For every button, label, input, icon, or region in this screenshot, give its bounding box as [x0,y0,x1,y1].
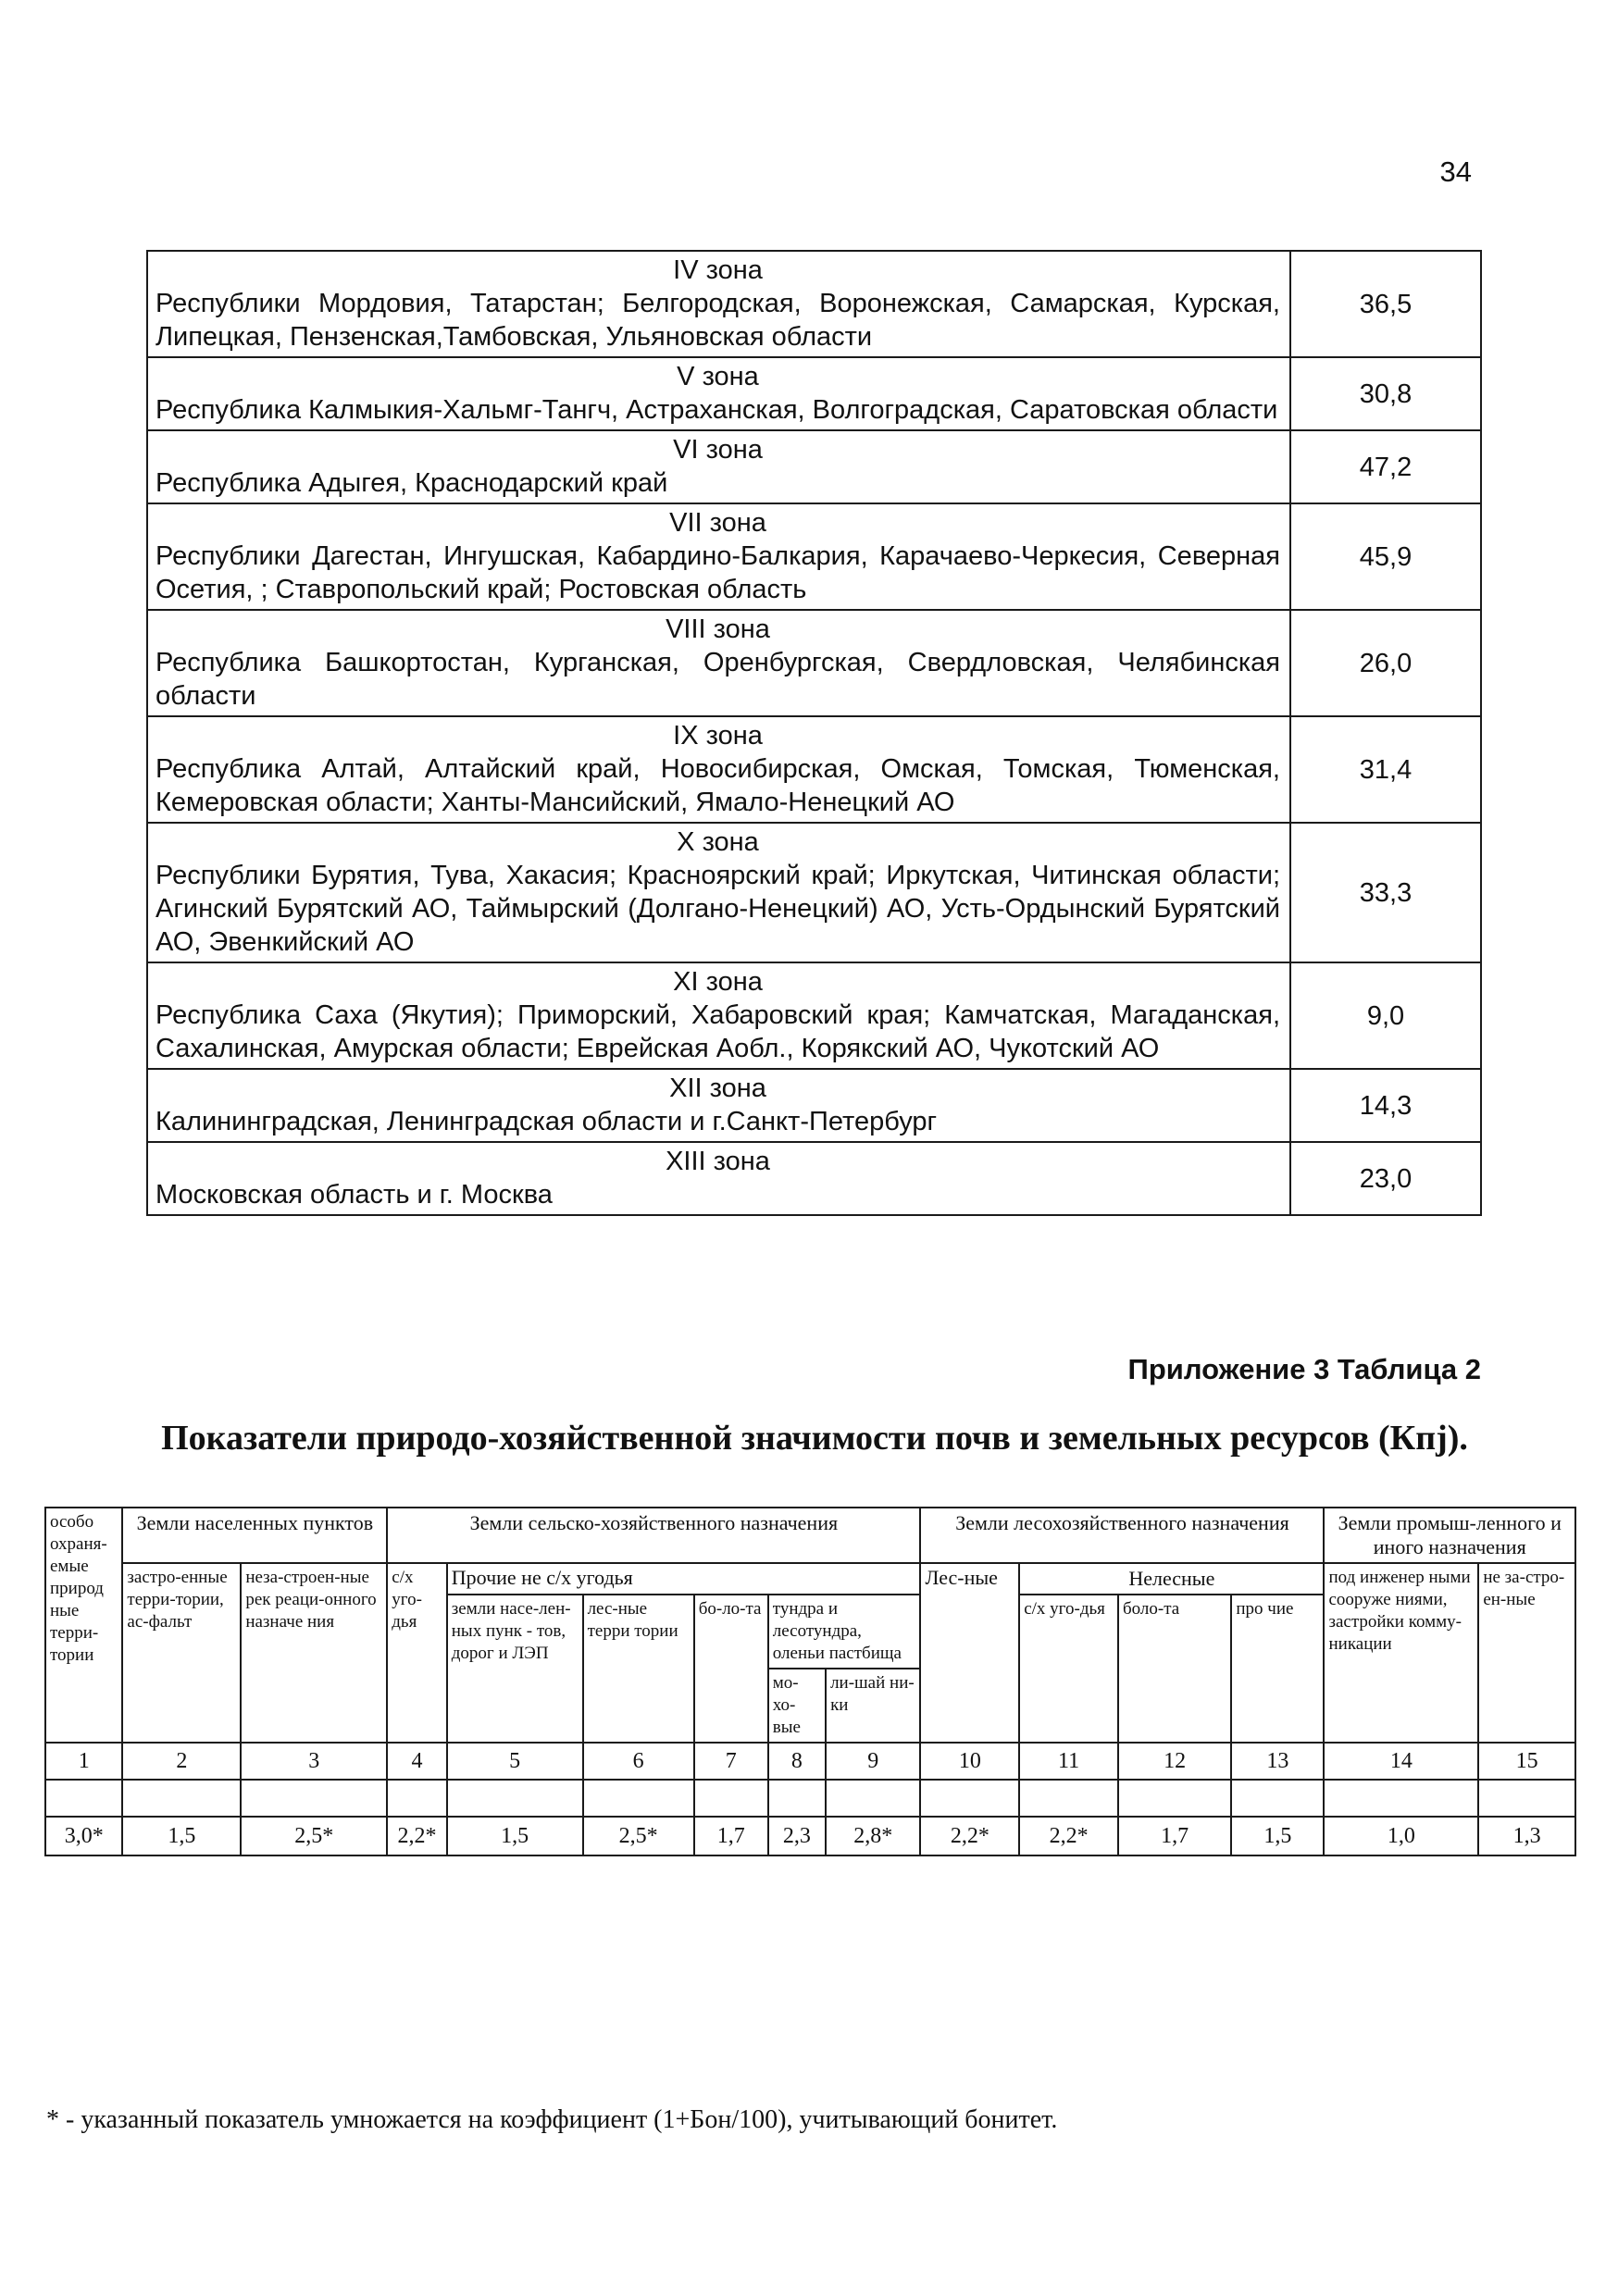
indicator-value: 2,5* [583,1817,694,1855]
indicator-value: 1,5 [122,1817,241,1855]
zone-row [147,962,1481,1069]
blank-cell [447,1780,583,1817]
blank-cell [387,1780,447,1817]
zone-region-cell [147,1142,1290,1215]
values-row [45,1817,1575,1855]
column-number: 5 [447,1743,583,1780]
indicator-value: 2,2* [1019,1817,1118,1855]
zone-row [147,610,1481,716]
zone-region-cell [147,357,1290,430]
header-moss: мо-хо-вые [768,1669,826,1743]
header-swamps: бо-ло-та [694,1595,768,1743]
zone-value: 45,9 [1290,503,1481,610]
column-number: 10 [920,1743,1019,1780]
zone-title: XIII зона [666,1147,770,1176]
header-agricultural-lands: Земли сельско-хозяйственного назначения [387,1508,920,1563]
indicator-value: 1,5 [447,1817,583,1855]
appendix-label: Приложение 3 Таблица 2 [1127,1353,1481,1385]
column-number-row [45,1743,1575,1780]
indicator-value: 1,7 [694,1817,768,1855]
header-industrial-lands: Земли промыш-ленного и иного назначения [1324,1508,1575,1563]
blank-cell [1478,1780,1575,1817]
blank-cell [694,1780,768,1817]
header-undeveloped-industrial: не за-стро-ен-ные [1478,1563,1575,1743]
zone-regions: Республики Мордовия, Татарстан; Белгородская, Воронежская, Самарская, Курская, Липецкая, Пензенская,Тамбовская, Ульяновская области [156,289,1280,352]
column-number: 4 [387,1743,447,1780]
zones-table [146,250,1482,1216]
header-forest-territories: лес-ные терри тории [583,1595,694,1743]
header-forest: Лес-ные [920,1563,1019,1743]
column-number: 7 [694,1743,768,1780]
zone-regions: Республики Бурятия, Тува, Хакасия; Красноярский край; Иркутская, Читинская области; Агинский Бурятский АО, Таймырский (Долгано-Ненецкий) АО, Усть-Ордынский Бурятский АО, Эвенкийский АО [156,861,1280,957]
blank-cell [122,1780,241,1817]
zone-value: 14,3 [1290,1069,1481,1142]
column-number: 1 [45,1743,122,1780]
footnote: * - указанный показатель умножается на коэффициент (1+Бон/100), учитывающий бонитет. [46,2105,1058,2134]
page-number: 34 [1439,155,1472,188]
blank-cell [1231,1780,1324,1817]
indicator-value: 2,5* [241,1817,387,1855]
zone-regions: Республика Алтай, Алтайский край, Новосибирская, Омская, Томская, Тюменская, Кемеровская области; Ханты-Мансийский, Ямало-Ненецкий АО [156,754,1280,817]
blank-row [45,1780,1575,1817]
blank-cell [1118,1780,1231,1817]
column-number: 2 [122,1743,241,1780]
zone-region-cell [147,610,1290,716]
zone-region-cell [147,716,1290,823]
column-number: 9 [826,1743,920,1780]
zone-row [147,1142,1481,1215]
column-number: 12 [1118,1743,1231,1780]
zone-row [147,503,1481,610]
header-forestry-lands: Земли лесохозяйственного назначения [920,1508,1324,1563]
header-forest-other: про чие [1231,1595,1324,1743]
header-other-non-ag: Прочие не с/х угодья [447,1563,921,1595]
zone-regions: Республики Дагестан, Ингушская, Кабардино-Балкария, Карачаево-Черкесия, Северная Осетия, ; Ставропольский край; Ростовская область [156,541,1280,604]
zone-value: 9,0 [1290,962,1481,1069]
zone-region-cell [147,823,1290,962]
zone-value: 47,2 [1290,430,1481,503]
zone-row [147,430,1481,503]
indicator-value: 1,0 [1324,1817,1478,1855]
indicators-table [44,1507,1576,1856]
column-number: 6 [583,1743,694,1780]
zone-title: IX зона [673,721,763,751]
zone-region-cell [147,962,1290,1069]
zone-regions: Республика Саха (Якутия); Приморский, Хабаровский края; Камчатская, Магаданская, Сахалинская, Амурская области; Еврейская Аобл., Корякский АО, Чукотский АО [156,1000,1280,1063]
indicator-value: 2,8* [826,1817,920,1855]
zone-row [147,251,1481,357]
column-number: 15 [1478,1743,1575,1780]
zone-title: XII зона [669,1074,766,1103]
zone-value: 31,4 [1290,716,1481,823]
indicator-value: 2,2* [920,1817,1019,1855]
header-built-up: застро-енные терри-тории, ас-фальт [122,1563,241,1743]
header-ag-land: с/х уго-дья [387,1563,447,1743]
indicator-value: 2,2* [387,1817,447,1855]
indicators-group-row [45,1508,1575,1563]
zone-value: 26,0 [1290,610,1481,716]
header-forest-swamps: боло-та [1118,1595,1231,1743]
column-number: 8 [768,1743,826,1780]
zone-title: VIII зона [666,614,770,644]
zone-region-cell [147,1069,1290,1142]
indicator-value: 2,3 [768,1817,826,1855]
blank-cell [45,1780,122,1817]
header-settlement-lands: Земли населенных пунктов [122,1508,387,1563]
header-forest-ag-land: с/х уго-дья [1019,1595,1118,1743]
indicator-value: 1,5 [1231,1817,1324,1855]
indicator-value: 1,3 [1478,1817,1575,1855]
column-number: 13 [1231,1743,1324,1780]
blank-cell [1019,1780,1118,1817]
zone-regions: Республика Адыгея, Краснодарский край [156,468,668,498]
blank-cell [1324,1780,1478,1817]
zone-regions: Московская область и г. Москва [156,1180,553,1210]
indicator-value: 3,0* [45,1817,122,1855]
zone-title: V зона [677,362,759,391]
blank-cell [768,1780,826,1817]
table-title: Показатели природо-хозяйственной значимости почв и земельных ресурсов (Кпj). [161,1419,1468,1458]
header-non-forest: Нелесные [1019,1563,1324,1595]
header-undeveloped-recreational: неза-строен-ные рек реаци-онного назначе ния [241,1563,387,1743]
zone-row [147,357,1481,430]
indicator-value: 1,7 [1118,1817,1231,1855]
header-protected-territories: особо охраня-емые природ ные терри-тории [45,1508,122,1743]
zone-title: X зона [677,827,759,857]
zone-region-cell [147,430,1290,503]
header-settlement-land: земли насе-лен-ных пунк - тов, дорог и ЛЭП [447,1595,583,1743]
zone-title: VII зона [669,508,766,538]
blank-cell [826,1780,920,1817]
zone-region-cell [147,503,1290,610]
zone-row [147,716,1481,823]
zone-value: 36,5 [1290,251,1481,357]
header-lichen: ли-шай ни-ки [826,1669,920,1743]
zone-regions: Республика Башкортостан, Курганская, Оренбургская, Свердловская, Челябинская области [156,648,1280,711]
column-number: 11 [1019,1743,1118,1780]
zone-title: XI зона [673,967,763,997]
zone-value: 30,8 [1290,357,1481,430]
blank-cell [920,1780,1019,1817]
blank-cell [241,1780,387,1817]
zone-value: 23,0 [1290,1142,1481,1215]
zone-value: 33,3 [1290,823,1481,962]
zone-title: IV зона [673,255,763,285]
header-tundra: тундра и лесотундра, оленьи пастбища [768,1595,921,1669]
column-number: 3 [241,1743,387,1780]
zone-title: VI зона [673,435,763,465]
zone-row [147,823,1481,962]
zone-regions: Республика Калмыкия-Хальмг-Тангч, Астраханская, Волгоградская, Саратовская области [156,395,1278,425]
header-engineering: под инженер ными сооруже ниями, застройки комму-никации [1324,1563,1478,1743]
indicators-subgroup-row [45,1563,1575,1595]
column-number: 14 [1324,1743,1478,1780]
zone-regions: Калининградская, Ленинградская области и г.Санкт-Петербург [156,1107,938,1136]
zone-row [147,1069,1481,1142]
blank-cell [583,1780,694,1817]
zone-region-cell [147,251,1290,357]
